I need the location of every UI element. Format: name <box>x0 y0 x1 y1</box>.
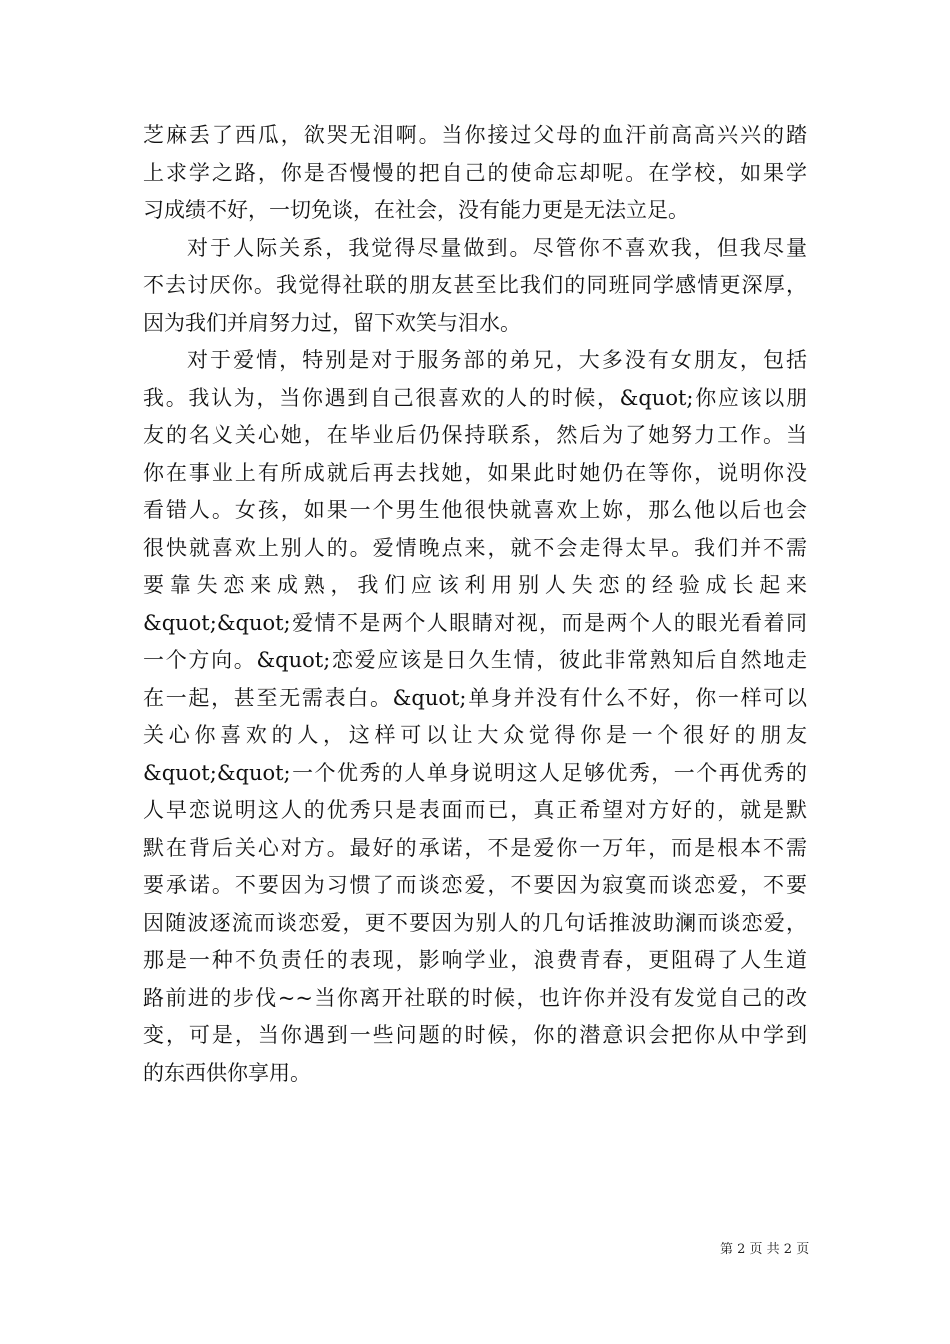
text-line: 路前进的步伐~~当你离开社联的时候，也许你并没有发觉自己的改 <box>143 985 807 1010</box>
text-line: 的东西供你享用。 <box>143 1060 311 1085</box>
text-line: 不去讨厌你。我觉得社联的朋友甚至比我们的同班同学感情更深厚， <box>143 273 807 297</box>
text-line: 我。我认为，当你遇到自己很喜欢的人的时候，&quot;你应该以朋 <box>143 385 807 410</box>
text-line: 习成绩不好，一切免谈，在社会，没有能力更是无法立足。 <box>143 198 689 222</box>
text-line: 友的名义关心她，在毕业后仍保持联系，然后为了她努力工作。当 <box>143 423 807 447</box>
text-line: 看错人。女孩，如果一个男生他很快就喜欢上妳，那么他以后也会 <box>143 498 807 522</box>
text-line: 上求学之路，你是否慢慢的把自己的使命忘却呢。在学校，如果学 <box>143 160 807 185</box>
text-line: 因随波逐流而谈恋爱，更不要因为别人的几句话推波助澜而谈恋爱， <box>143 910 807 935</box>
text-line: 一个方向。&quot;恋爱应该是日久生情，彼此非常熟知后自然地走 <box>143 648 807 672</box>
text-line: 要承诺。不要因为习惯了而谈恋爱，不要因为寂寞而谈恋爱，不要 <box>143 873 807 897</box>
text-line: &quot;&quot;爱情不是两个人眼睛对视，而是两个人的眼光看着同 <box>143 610 807 635</box>
page-number-footer: 第 2 页 共 2 页 <box>720 1242 810 1257</box>
text-line: 你在事业上有所成就后再去找她，如果此时她仍在等你，说明你没 <box>143 460 807 485</box>
text-line: 在一起，甚至无需表白。&quot;单身并没有什么不好，你一样可以 <box>143 685 807 710</box>
text-line: 很快就喜欢上别人的。爱情晚点来，就不会走得太早。我们并不需 <box>143 535 807 560</box>
text-line: 要靠失恋来成熟，我们应该利用别人失恋的经验成长起来 <box>143 573 807 597</box>
body-text <box>143 117 807 1092</box>
text-line: 对于爱情，特别是对于服务部的弟兄，大多没有女朋友，包括 <box>187 348 807 372</box>
text-line: 芝麻丢了西瓜，欲哭无泪啊。当你接过父母的血汗前高高兴兴的踏 <box>143 123 807 147</box>
text-line: 变，可是，当你遇到一些问题的时候，你的潜意识会把你从中学到 <box>143 1023 807 1047</box>
text-line: 关心你喜欢的人，这样可以让大众觉得你是一个很好的朋友 <box>143 723 807 747</box>
text-line: 人早恋说明这人的优秀只是表面而已，真正希望对方好的，就是默 <box>143 798 807 822</box>
text-line: 对于人际关系，我觉得尽量做到。尽管你不喜欢我，但我尽量 <box>187 235 807 260</box>
text-line: &quot;&quot;一个优秀的人单身说明这人足够优秀，一个再优秀的 <box>143 760 807 785</box>
text-line: 那是一种不负责任的表现，影响学业，浪费青春，更阻碍了人生道 <box>143 948 807 972</box>
text-line: 因为我们并肩努力过，留下欢笑与泪水。 <box>143 310 521 335</box>
text-line: 默在背后关心对方。最好的承诺，不是爱你一万年，而是根本不需 <box>143 835 807 860</box>
